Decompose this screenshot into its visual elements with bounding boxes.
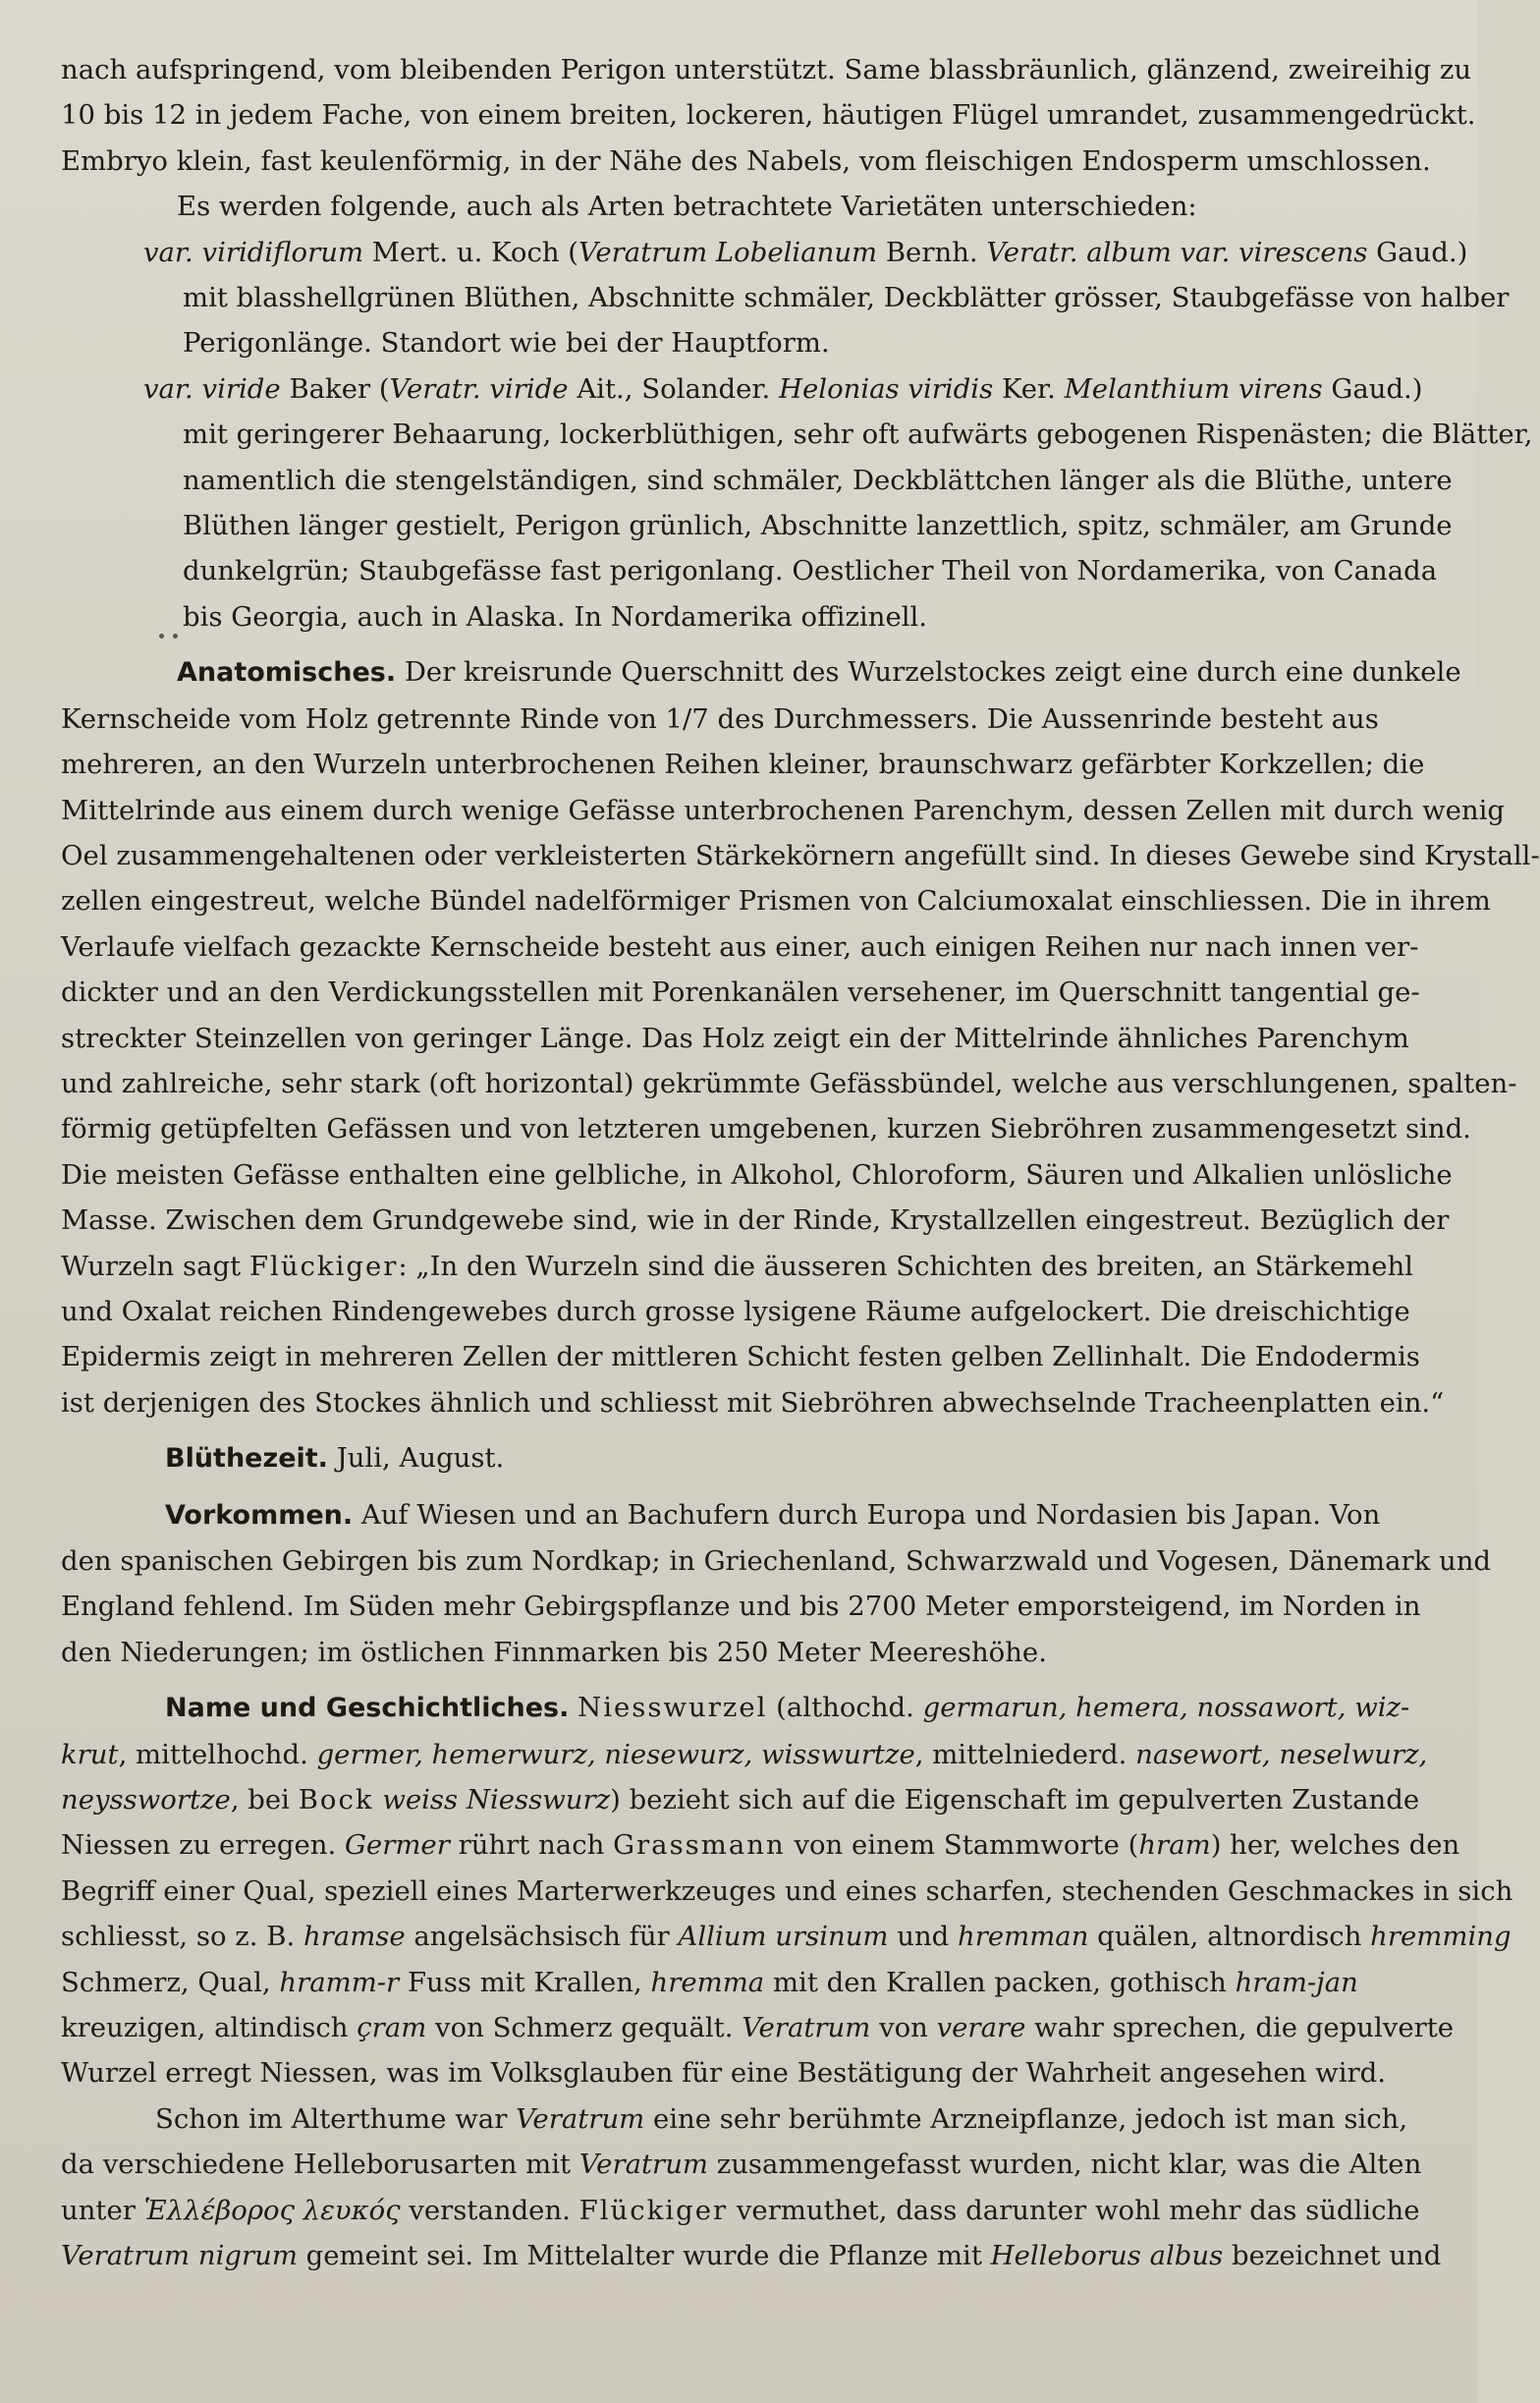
text-line: Perigonlänge. Standort wie bei der Hauptform. (183, 327, 830, 360)
text-run: krut (61, 1738, 119, 1770)
text-line: bis Georgia, auch in Alaska. In Nordamerika offizinell. (183, 600, 928, 633)
text-run: Veratr. album var. virescens (986, 236, 1368, 268)
text-line: mehreren, an den Wurzeln unterbrochenen Reihen kleiner, braunschwarz gefärbter Korkzellen; die (61, 749, 1425, 781)
anatomy-line (61, 1244, 1434, 1289)
text-run: weiss Niesswurz (382, 1784, 611, 1816)
text-line: 10 bis 12 in jedem Fache, von einem breiten, lockeren, häutigen Flügel umrandet, zusammengedrückt. (61, 99, 1476, 132)
history-line (61, 1914, 1512, 1959)
text-run: da verschiedene Helleborusarten mit (61, 2149, 579, 2181)
text-run: Grassmann (613, 1829, 786, 1862)
anatomy-line (61, 697, 1434, 742)
text-run: Bock (298, 1784, 374, 1816)
text-run: mit den Krallen packen, gothisch (764, 1966, 1236, 1998)
history-line (61, 1822, 1460, 1868)
text-line: dunkelgrün; Staubgefässe fast perigonlang. Oestlicher Theil von Nordamerika, von Canada (183, 555, 1438, 587)
history-line (61, 2005, 1455, 2050)
anatomy-section (61, 649, 1540, 1425)
text-run: Der kreisrunde Querschnitt des Wurzelstockes zeigt eine durch eine dunkele (396, 656, 1461, 689)
text-run: wahr sprechen, die gepulverte (1025, 2012, 1455, 2044)
text-run: des Durchmessers. Die Aussenrinde besteht aus (708, 702, 1379, 735)
text-run: , bei (230, 1784, 299, 1816)
text-run: gemeint sei. Im Mittelalter wurde die Pflanze mit (297, 2240, 991, 2272)
text-run: Melanthium virens (1064, 372, 1323, 405)
text-run: Fuss mit Krallen, (399, 1966, 651, 1998)
occurrence-line (61, 1492, 1434, 1538)
text-run: von (870, 2012, 937, 2044)
text-run: von Schmerz gequält. (426, 2012, 742, 2044)
history-line (61, 1960, 1434, 2005)
text-run: zusammengefasst wurden, nicht klar, was die Alten (707, 2149, 1422, 2181)
text-run: quälen, altnordisch (1088, 1921, 1371, 1953)
text-run: Mert. u. Koch ( (363, 236, 579, 268)
text-line: Begriff einer Qual, speziell eines Marterwerkzeuges und eines scharfen, stechenden Geschmackes in sich (61, 1874, 1513, 1907)
variety-name: var. viride (143, 372, 281, 405)
text-run: germer, hemerwurz, niesewurz, wisswurtze (316, 1738, 915, 1770)
text-run: Veratrum (578, 2149, 708, 2181)
fraction: 1/7 (665, 702, 709, 735)
text-run (374, 1784, 383, 1816)
anatomy-line (61, 649, 1461, 696)
text-line: Embryo klein, fast keulenförmig, in der Nähe des Nabels, vom fleischigen Endosperm umschlossen. (61, 144, 1431, 177)
text-line: Es werden folgende, auch als Arten betrachtete Varietäten unterschieden: (177, 191, 1197, 223)
text-line: Blüthen länger gestielt, Perigon grünlich, Abschnitte lanzettlich, spitz, schmäler, am Grunde (183, 510, 1453, 542)
text-run: Germer (344, 1829, 450, 1862)
text-run: bezeichnet und (1223, 2240, 1442, 2272)
text-run: Bernh. (877, 236, 987, 268)
text-line: förmig getüpfelten Gefässen und von letzteren umgebenen, kurzen Siebröhren zusammengesetzt sind. (61, 1113, 1471, 1146)
section-heading: Vorkommen. (165, 1499, 354, 1531)
section-heading: Name und Geschichtliches. (165, 1693, 570, 1724)
text-run: Auf Wiesen und an Bachufern durch Europa und Nordasien bis Japan. Von (353, 1498, 1381, 1531)
text-run: ) her, welches den (1210, 1829, 1460, 1862)
text-line: Epidermis zeigt in mehreren Zellen der mittleren Schicht festen gelben Zellinhalt. Die Endodermis (61, 1341, 1420, 1373)
section-heading: Anatomisches. (177, 657, 397, 689)
text-run: und (888, 1921, 959, 1953)
text-run: hremming (1370, 1921, 1512, 1953)
history-line (61, 2142, 1434, 2187)
text-run: Niesswurzel (578, 1692, 768, 1724)
text-line: und Oxalat reichen Rindengewebes durch grosse lysigene Räume aufgelockert. Die dreischichtige (61, 1295, 1410, 1327)
spacer (61, 1425, 1434, 1435)
author-name: Flückiger (248, 1250, 399, 1282)
spacer (61, 1482, 1434, 1492)
page-text (61, 47, 1540, 2279)
text-run: Allium ursinum (678, 1921, 889, 1953)
text-run: , mittelhochd. (118, 1738, 317, 1770)
history-line (61, 2188, 1434, 2233)
spacer (61, 640, 1434, 649)
text-line: streckter Steinzellen von geringer Länge. Das Holz zeigt ein der Mittelrinde ähnliches Parenchym (61, 1022, 1409, 1054)
text-run: hram (1138, 1829, 1211, 1862)
text-run (569, 1692, 578, 1723)
text-run: Juli, August. (327, 1442, 505, 1475)
text-line: den Niederungen; im östlichen Finnmarken bis 250 Meter Meereshöhe. (61, 1636, 1047, 1668)
text-run: Ker. (993, 372, 1065, 405)
greek-term: Ἑλλέβορος λευκός (143, 2194, 401, 2226)
text-run: Veratrum (516, 2102, 645, 2135)
history-line (61, 1732, 1434, 1777)
stray-dots (159, 634, 181, 640)
text-run: eine sehr berühmte Arzneipflanze, jedoch ist man sich, (644, 2102, 1408, 2135)
text-run: nasewort, neselwurz, (1135, 1738, 1428, 1770)
text-line: Verlaufe vielfach gezackte Kernscheide besteht aus einer, auch einigen Reihen nur nach innen ver- (61, 930, 1419, 963)
text-line: Mittelrinde aus einem durch wenige Gefässe unterbrochenen Parenchym, dessen Zellen mit durch wenig (61, 794, 1506, 826)
text-run: Kernscheide vom Holz getrennte Rinde von (61, 702, 666, 735)
history-line (61, 1685, 1434, 1731)
history-section (61, 1685, 1513, 2278)
text-run: Baker ( (280, 372, 390, 405)
text-run: angelsächsisch für (405, 1921, 679, 1953)
text-run: Schmerz, Qual, (61, 1966, 280, 1998)
text-line: England fehlend. Im Süden mehr Gebirgspflanze und bis 2700 Meter emporsteigend, im Norden in (61, 1591, 1421, 1623)
text-run: verare (936, 2012, 1026, 2044)
text-line: nach aufspringend, vom bleibenden Perigon unterstützt. Same blassbräunlich, glänzend, zweireihig zu (61, 54, 1472, 85)
text-run: Helleborus albus (990, 2240, 1224, 2272)
text-run: Niessen zu erregen. (61, 1829, 345, 1862)
text-run: hram-jan (1235, 1966, 1358, 1998)
text-run: verstanden. (400, 2194, 579, 2226)
text-run: Ait., Solander. (568, 372, 780, 405)
text-line: Die meisten Gefässe enthalten eine gelbliche, in Alkohol, Chloroform, Säuren und Alkalien unlösliche (61, 1158, 1453, 1191)
occurrence-section (61, 1492, 1492, 1676)
text-run: unter (61, 2194, 144, 2226)
text-run: vermuthet, dass darunter wohl mehr das südliche (728, 2194, 1420, 2226)
history-line (61, 2233, 1442, 2278)
text-run: hramm-r (279, 1966, 400, 1998)
text-run: Helonias viridis (779, 372, 994, 405)
variety-viride (61, 366, 1434, 412)
text-run: schliesst, so z. B. (61, 1921, 303, 1953)
bloom-section (61, 1435, 1434, 1481)
text-line: namentlich die stengelständigen, sind schmäler, Deckblättchen länger als die Blüthe, untere (183, 464, 1453, 496)
text-run: Gaud.) (1322, 372, 1423, 405)
variety-name: var. viridiflorum (143, 236, 364, 268)
text-run: Flückiger (578, 2194, 729, 2226)
text-line: Oel zusammengehaltenen oder verkleisterten Stärkekörnern angefüllt sind. In dieses Gewebe sind Krystall- (61, 839, 1540, 871)
text-run: : „In den Wurzeln sind die äusseren Schichten des breiten, an Stärkemehl (398, 1250, 1413, 1282)
text-run: , mittelniederd. (914, 1738, 1136, 1770)
text-run: Schon im Alterthume war (155, 2102, 517, 2135)
text-run: ) bezieht sich auf die Eigenschaft im gepulverten Zustande (610, 1784, 1420, 1816)
text-run: Wurzeln sagt (61, 1250, 249, 1282)
text-line: zellen eingestreut, welche Bündel nadelförmiger Prismen von Calciumoxalat einschliessen. Die in ihrem (61, 885, 1491, 918)
text-line: dickter und an den Verdickungsstellen mit Porenkanälen versehener, im Querschnitt tangential ge- (61, 977, 1420, 1009)
text-run: Gaud.) (1367, 236, 1468, 268)
text-run: Veratrum nigrum (61, 2240, 298, 2272)
text-run: (althochd. (767, 1692, 923, 1724)
text-line: mit blasshellgrünen Blüthen, Abschnitte schmäler, Deckblätter grösser, Staubgefässe von halber (183, 282, 1510, 314)
text-run: Veratrum (742, 2012, 871, 2044)
variety-viridiflorum (61, 230, 1468, 275)
text-line: mit geringerer Behaarung, lockerblüthigen, sehr oft aufwärts gebogenen Rispenästen; die Blätter, (183, 419, 1533, 451)
text-run: Veratr. viride (389, 372, 569, 405)
text-run: rührt nach (449, 1829, 614, 1862)
text-line: ist derjenigen des Stockes ähnlich und schliesst mit Siebröhren abwechselnde Tracheenplatten ein.“ (61, 1386, 1445, 1419)
text-line: und zahlreiche, sehr stark (oft horizontal) gekrümmte Gefässbündel, welche aus verschlungenen, spalten- (61, 1067, 1517, 1099)
text-run: von einem Stammworte ( (785, 1829, 1139, 1862)
text-line: Masse. Zwischen dem Grundgewebe sind, wie in der Rinde, Krystallzellen eingestreut. Bezüglich der (61, 1204, 1450, 1237)
text-run: germarun, hemera, nossawort, wiz- (922, 1692, 1410, 1724)
spacer (61, 1675, 1434, 1685)
text-run: hramse (302, 1921, 406, 1953)
history-line (61, 2096, 1434, 2142)
text-line: den spanischen Gebirgen bis zum Nordkap; in Griechenland, Schwarzwald und Vogesen, Dänemark und (61, 1545, 1492, 1577)
section-heading: Blüthezeit. (165, 1443, 328, 1475)
text-run: çram (357, 2012, 427, 2044)
text-line: Wurzel erregt Niessen, was im Volksglauben für eine Bestätigung der Wahrheit angesehen wird. (61, 2057, 1387, 2090)
history-line (61, 1777, 1434, 1822)
text-run: kreuzigen, altindisch (61, 2012, 358, 2044)
text-run: Veratrum Lobelianum (578, 236, 878, 268)
text-run: hremma (650, 1966, 765, 1998)
text-run: neysswortze (61, 1784, 231, 1816)
text-run: hremman (958, 1921, 1089, 1953)
